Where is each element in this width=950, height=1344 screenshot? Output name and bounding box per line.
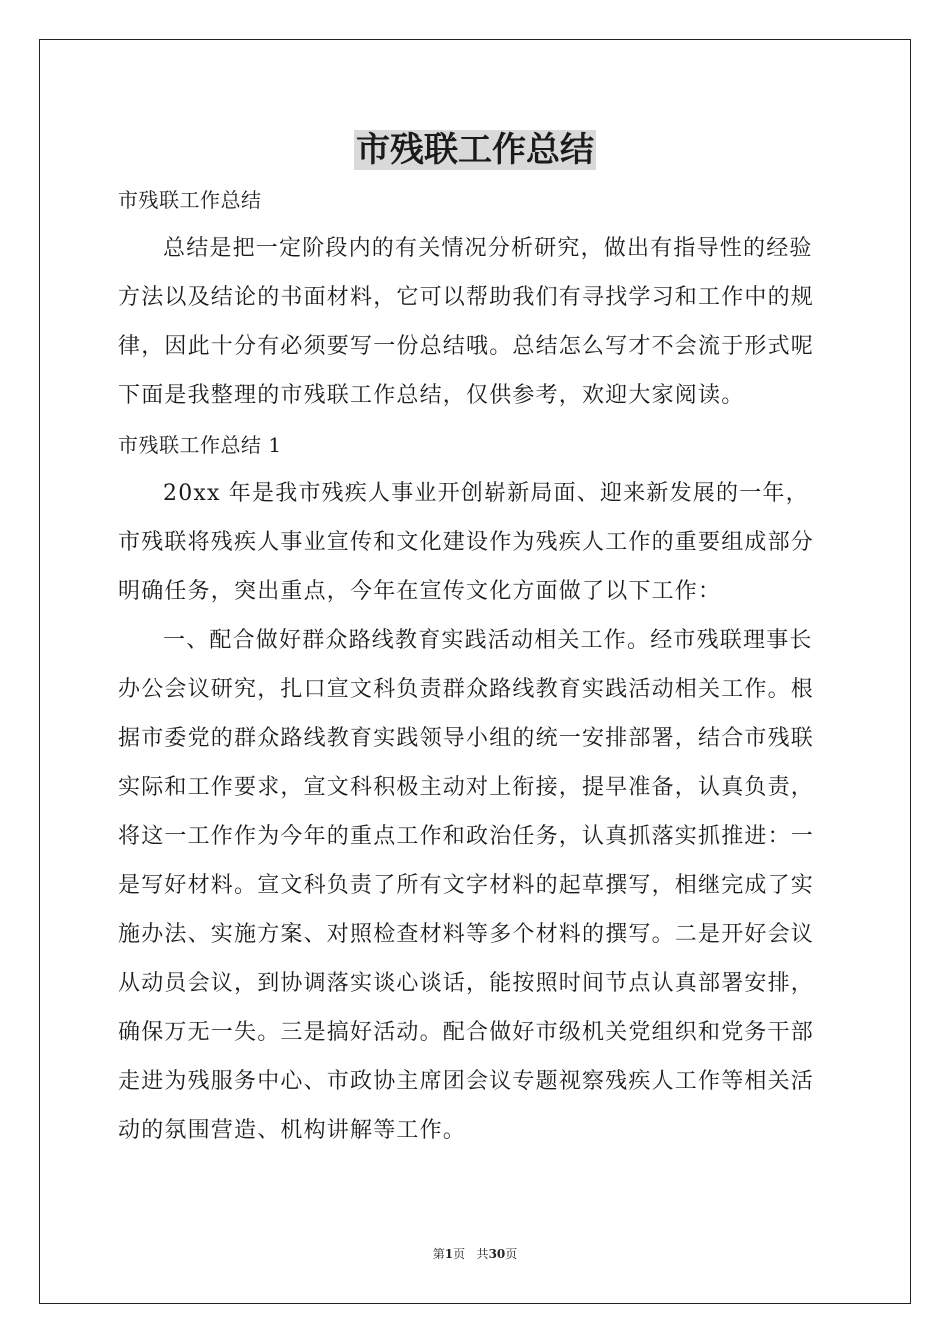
paragraph-line: 是写好材料。宣文科负责了所有文字材料的起草撰写，相继完成了实 <box>118 873 815 898</box>
page-number: 1 <box>444 1247 454 1261</box>
paragraph-line: 动的氛围营造、机构讲解等工作。 <box>118 1118 467 1143</box>
section-heading: 市残联工作总结 1 <box>118 433 282 457</box>
total-pages: 30 <box>488 1247 506 1261</box>
title-text: 市残联工作总结 <box>356 130 594 170</box>
page-footer <box>0 1246 950 1262</box>
page-prefix: 第 <box>432 1247 445 1261</box>
paragraph-line: 将这一工作作为今年的重点工作和政治任务，认真抓落实抓推进：一 <box>118 824 815 849</box>
paragraph-line: 办公会议研究，扎口宣文科负责群众路线教育实践活动相关工作。根 <box>118 677 815 702</box>
paragraph-line: 明确任务，突出重点，今年在宣传文化方面做了以下工作： <box>118 579 722 604</box>
paragraph-line: 走进为残服务中心、市政协主席团会议专题视察残疾人工作等相关活 <box>118 1069 815 1094</box>
paragraph-line: 市残联将残疾人事业宣传和文化建设作为残疾人工作的重要组成部分 <box>118 530 815 555</box>
paragraph-line: 据市委党的群众路线教育实践领导小组的统一安排部署，结合市残联 <box>118 726 815 751</box>
document-title <box>0 128 950 172</box>
document-body <box>118 180 832 1160</box>
document-subtitle: 市残联工作总结 <box>118 188 262 212</box>
paragraph-line: 确保万无一失。三是搞好活动。配合做好市级机关党组织和党务干部 <box>118 1020 815 1045</box>
intro-line: 律，因此十分有必须要写一份总结哦。总结怎么写才不会流于形式呢 <box>118 334 815 359</box>
intro-line: 总结是把一定阶段内的有关情况分析研究，做出有指导性的经验 <box>163 236 813 261</box>
paragraph-line: 施办法、实施方案、对照检查材料等多个材料的撰写。二是开好会议 <box>118 922 815 947</box>
total-suffix: 页 <box>505 1247 518 1261</box>
paragraph-line: 20xx 年是我市残疾人事业开创崭新局面、迎来新发展的一年， <box>163 481 809 506</box>
intro-line: 下面是我整理的市残联工作总结，仅供参考，欢迎大家阅读。 <box>118 383 745 408</box>
intro-line: 方法以及结论的书面材料，它可以帮助我们有寻找学习和工作中的规 <box>118 285 815 310</box>
page-suffix: 页 <box>453 1247 466 1261</box>
total-prefix: 共 <box>476 1247 489 1261</box>
paragraph-line: 实际和工作要求，宣文科积极主动对上衔接，提早准备，认真负责， <box>118 775 815 800</box>
paragraph-line: 一、配合做好群众路线教育实践活动相关工作。经市残联理事长 <box>163 628 813 653</box>
paragraph-line: 从动员会议，到协调落实谈心谈话，能按照时间节点认真部署安排， <box>118 971 815 996</box>
